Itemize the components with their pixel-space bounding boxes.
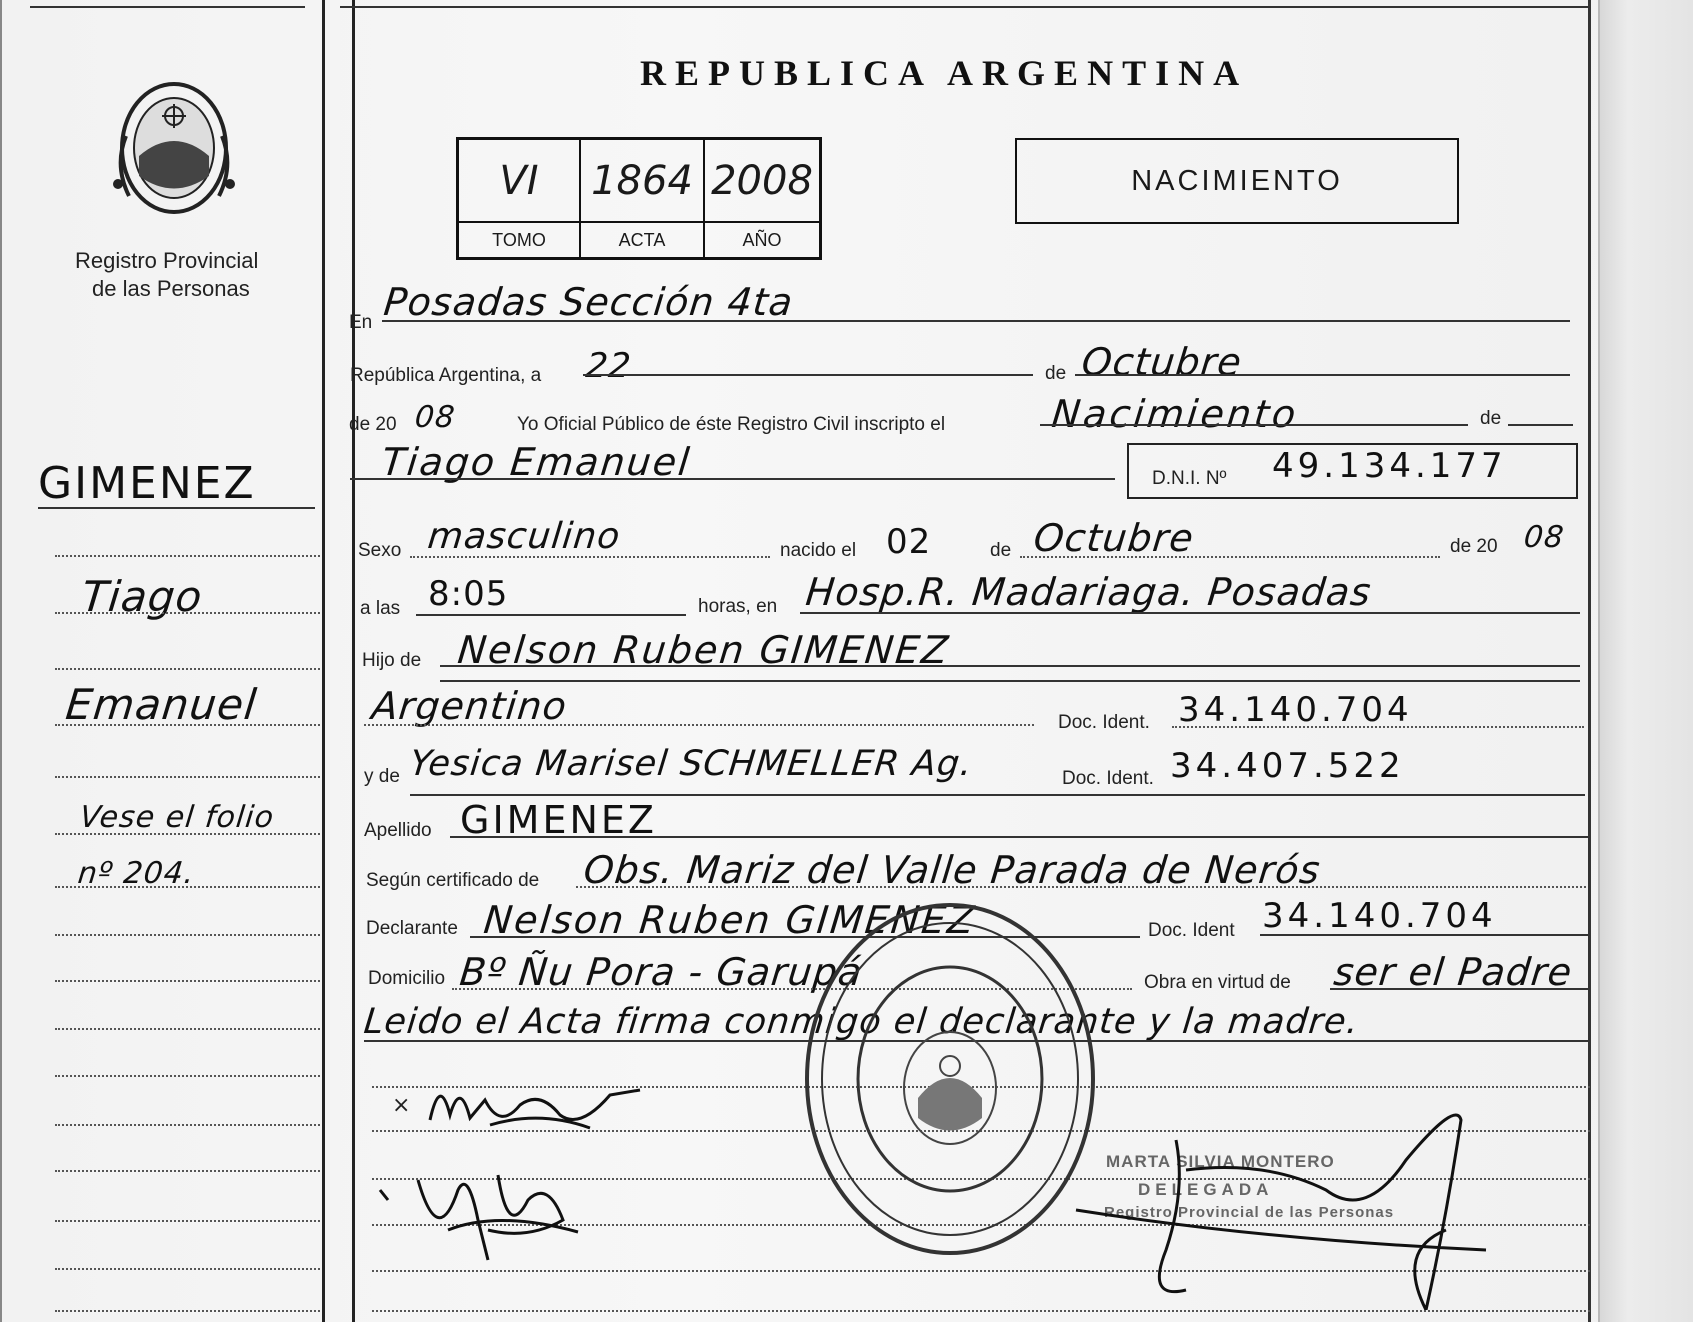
de-label-2: de <box>1480 408 1502 429</box>
anio-label: AÑO <box>705 221 819 257</box>
declarant-signature <box>390 1070 690 1150</box>
de20-label: de 20 <box>349 414 397 435</box>
doc-label-2: Doc. Ident. <box>1062 768 1154 789</box>
mother-name-value: Yesica Marisel SCHMELLER Ag. <box>407 744 975 784</box>
margin-line <box>55 886 320 888</box>
obra-line <box>1330 988 1590 990</box>
tomo-cell <box>459 140 581 257</box>
official-role: DELEGADA <box>1138 1180 1274 1199</box>
child-name-line <box>350 478 1115 480</box>
leido-value: Leido el Acta firma conmigo el declarante y la madre. <box>361 1002 1361 1042</box>
time-value: 8:05 <box>428 574 509 614</box>
page-edge <box>1598 0 1693 1322</box>
dni-value: 49.134.177 <box>1272 446 1507 486</box>
inscripto-line <box>1040 424 1468 426</box>
dni-label: D.N.I. Nº <box>1152 468 1227 489</box>
acta-label: ACTA <box>581 221 703 257</box>
official-office: Registro Provincial de las Personas <box>1104 1204 1395 1221</box>
day-line <box>583 374 1033 376</box>
month-line <box>1075 374 1570 376</box>
father-name-line-2 <box>440 680 1580 682</box>
yo-oficial-label: Yo Oficial Público de éste Registro Civil inscripto el <box>517 414 946 435</box>
margin-line <box>55 833 320 835</box>
yde-label: y de <box>364 766 400 787</box>
margin-line <box>55 555 320 557</box>
place-line <box>800 612 1580 614</box>
sexo-value: masculino <box>425 516 623 557</box>
nationality-line <box>364 724 1034 726</box>
margin-note-line1: Vese el folio <box>78 800 276 835</box>
misiones-coat-of-arms <box>104 76 244 222</box>
hijo-label: Hijo de <box>362 650 422 671</box>
svg-text:×: × <box>392 1093 411 1118</box>
sexo-label: Sexo <box>358 540 402 561</box>
margin-line <box>55 776 320 778</box>
de-label: de <box>1045 363 1067 384</box>
margin-line <box>55 1220 320 1222</box>
margin-line <box>55 1268 320 1270</box>
alas-label: a las <box>360 598 401 619</box>
anio-cell <box>705 140 819 257</box>
doc-label: Doc. Ident. <box>1058 712 1150 733</box>
document-title: REPUBLICA ARGENTINA <box>640 53 1249 93</box>
nacido-label: nacido el <box>780 540 857 561</box>
de2000-label: de 20 <box>1450 536 1498 557</box>
domicilio-value: Bº Ñu Pora - Garupá <box>457 950 865 994</box>
en-line <box>382 320 1570 322</box>
inscripto-value: Nacimiento <box>1049 392 1301 436</box>
margin-divider-1 <box>322 0 325 1322</box>
top-rule-left <box>30 6 305 8</box>
tomo-value: VI <box>499 158 539 204</box>
child-name-value: Tiago Emanuel <box>379 440 694 484</box>
left-border <box>0 0 2 1322</box>
blank-line <box>372 1310 1590 1312</box>
horas-label: horas, en <box>698 596 778 617</box>
mother-signature <box>378 1160 628 1270</box>
margin-line <box>55 980 320 982</box>
mother-doc-value: 34.407.522 <box>1170 746 1405 786</box>
declarante-label: Declarante <box>366 918 458 939</box>
segun-label: Según certificado de <box>366 870 540 891</box>
office-name-line2: de las Personas <box>92 276 250 301</box>
declarante-doc-value: 34.140.704 <box>1262 896 1497 936</box>
father-doc-value: 34.140.704 <box>1178 690 1413 730</box>
margin-line <box>55 1310 320 1312</box>
record-number-box <box>456 137 822 260</box>
obra-value: ser el Padre <box>1331 950 1575 994</box>
margin-line <box>55 1124 320 1126</box>
republica-label: República Argentina, a <box>350 365 542 386</box>
margin-note-line2: nº 204. <box>76 856 197 891</box>
time-line <box>416 614 686 616</box>
domicilio-label: Domicilio <box>368 968 446 989</box>
obra-label: Obra en virtud de <box>1144 972 1291 993</box>
official-name: MARTA SILVIA MONTERO <box>1106 1152 1335 1171</box>
apellido-label: Apellido <box>364 820 432 841</box>
office-name-line1: Registro Provincial <box>75 248 259 273</box>
margin-name1: Tiago <box>79 572 205 621</box>
en-value: Posadas Sección 4ta <box>381 280 796 324</box>
birth-month-line <box>1020 556 1440 558</box>
birth-day-value: 02 <box>886 522 932 562</box>
top-rule-right <box>340 6 1590 8</box>
apellido-value: GIMENEZ <box>460 798 657 842</box>
acta-value: 1864 <box>591 158 693 204</box>
declarante-value: Nelson Ruben GIMENEZ <box>481 898 978 942</box>
margin-line <box>55 668 320 670</box>
father-doc-line <box>1172 726 1584 728</box>
de-line-2 <box>1508 424 1573 426</box>
right-frame <box>1588 0 1591 1322</box>
margin-line <box>55 1028 320 1030</box>
official-seal <box>800 898 1100 1260</box>
margin-line <box>55 612 320 614</box>
mother-line <box>410 794 1585 796</box>
margin-line <box>55 1170 320 1172</box>
record-type-box: NACIMIENTO <box>1015 138 1459 224</box>
margin-line <box>55 724 320 726</box>
father-nationality-value: Argentino <box>369 684 570 728</box>
month-value: Octubre <box>1079 340 1245 384</box>
apellido-line <box>450 836 1590 838</box>
margin-line <box>55 934 320 936</box>
margin-line <box>55 1075 320 1077</box>
acta-cell <box>581 140 705 257</box>
father-name-value: Nelson Ruben GIMENEZ <box>455 628 952 672</box>
place-value: Hosp.R. Madariaga. Posadas <box>803 570 1374 614</box>
doc-label-3: Doc. Ident <box>1148 920 1235 941</box>
father-name-line <box>440 665 1580 667</box>
day-value: 22 <box>583 346 634 386</box>
anio-value: 2008 <box>711 158 813 204</box>
birth-year-suffix: 08 <box>1522 520 1567 555</box>
birth-month-value: Octubre <box>1031 516 1197 560</box>
official-signature <box>1066 1100 1506 1310</box>
de-label-3: de <box>990 540 1012 561</box>
margin-name2: Emanuel <box>63 680 260 729</box>
margin-surname: GIMENEZ <box>38 458 256 509</box>
sexo-line <box>410 556 770 558</box>
declarante-doc-line <box>1260 934 1590 936</box>
margin-surname-underline <box>38 507 315 509</box>
segun-line <box>576 886 1586 888</box>
margin-divider-2 <box>352 0 355 1322</box>
year-suffix-value: 08 <box>413 400 458 435</box>
en-label: En <box>349 312 373 333</box>
tomo-label: TOMO <box>459 221 579 257</box>
segun-value: Obs. Mariz del Valle Parada de Nerós <box>581 848 1323 892</box>
